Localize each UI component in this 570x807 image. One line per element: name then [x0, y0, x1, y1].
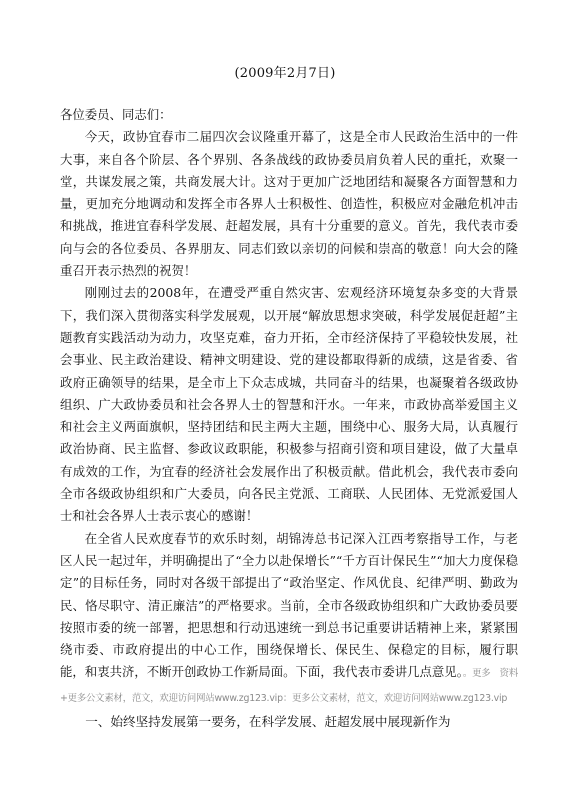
paragraph-current-tasks — [60, 528, 518, 710]
salutation: 各位委员、同志们： — [60, 107, 172, 122]
document-body — [60, 104, 518, 733]
speech-date: (2009年2月7日) — [234, 66, 336, 81]
paragraph-review-2008: 刚刚过去的2008年，在遭受严重自然灾害、宏观经济环境复杂多变的大背景下，我们深入贯彻落实科学发展观，以开展“解放思想求突破，科学发展促赶超”主题教育实践活动为动力，攻坚克难，奋力开拓，全市经济保持了平稳较快发展，社会事业、民主政治建设、精神文明建设、党的建设都取得新的成绩，这是省委、省政府正确领导的结果，是全市上下众志成城，共同奋斗的结果，也凝聚着各级政协组织、广大政协委员和社会各界人士的智慧和汗水。一年来，市政协高举爱国主义和社会主义两面旗帜，坚持团结和民主两大主题，围绕中心、服务大局，认真履行政治协商、民主监督、参政议政职能，积极参与招商引资和项目建设，做了大量卓有成效的工作，为宜春的经济社会发展作出了积极贡献。借此机会，我代表市委向全市各级政协组织和广大委员，向各民主党派、工商联、人民团体、无党派爱国人士和社会各界人士表示衷心的感谢！ — [60, 285, 518, 524]
watermark-text: 。更多 资料+更多公文素材，范文，欢迎访问网站www.zg123.vip：更多公文素材，范文，欢迎访问网站www.zg123.vip — [60, 668, 518, 704]
paragraph-opening: 今天，政协宜春市二届四次会议隆重开幕了，这是全市人民政治生活中的一件大事，来自各个阶层、各个界别、各条战线的政协委员肩负着人民的重托，欢聚一堂，共谋发展之策，共商发展大计。这对于更加广泛地团结和凝聚各方面智慧和力量，更加充分地调动和发挥全市各界人士积极性、创造性，积极应对金融危机冲击和挑战，推进宜春科学发展、赶超发展，具有十分重要的意义。首先，我代表市委向与会的各位委员、各界朋友、同志们致以亲切的问候和崇高的敬意！向大会的隆重召开表示热烈的祝贺！ — [60, 129, 518, 279]
paragraph-current-tasks-text: 在全省人民欢度春节的欢乐时刻，胡锦涛总书记深入江西考察指导工作，与老区人民一起过年，并明确提出了“全力以赴保增长”“千方百计保民生”“加大力度保稳定”的目标任务，同时对各级干部提出了“政治坚定、作风优良、纪律严明、勤政为民、恪尽职守、清正廉洁”的严格要求。当前，全市各级政协组织和广大政协委员要按照市委的统一部署，把思想和行动迅速统一到总书记重要讲话精神上来，紧紧围绕市委、市政府提出的中心工作，围绕保增长、保民生、保稳定的目标，履行职能，和衷共济，不断开创政协工作新局面。下面，我代表市委讲几点意见。 — [60, 530, 518, 680]
section-heading-1: 一、始终坚持发展第一要务，在科学发展、赶超发展中展现新作为 — [85, 714, 451, 730]
